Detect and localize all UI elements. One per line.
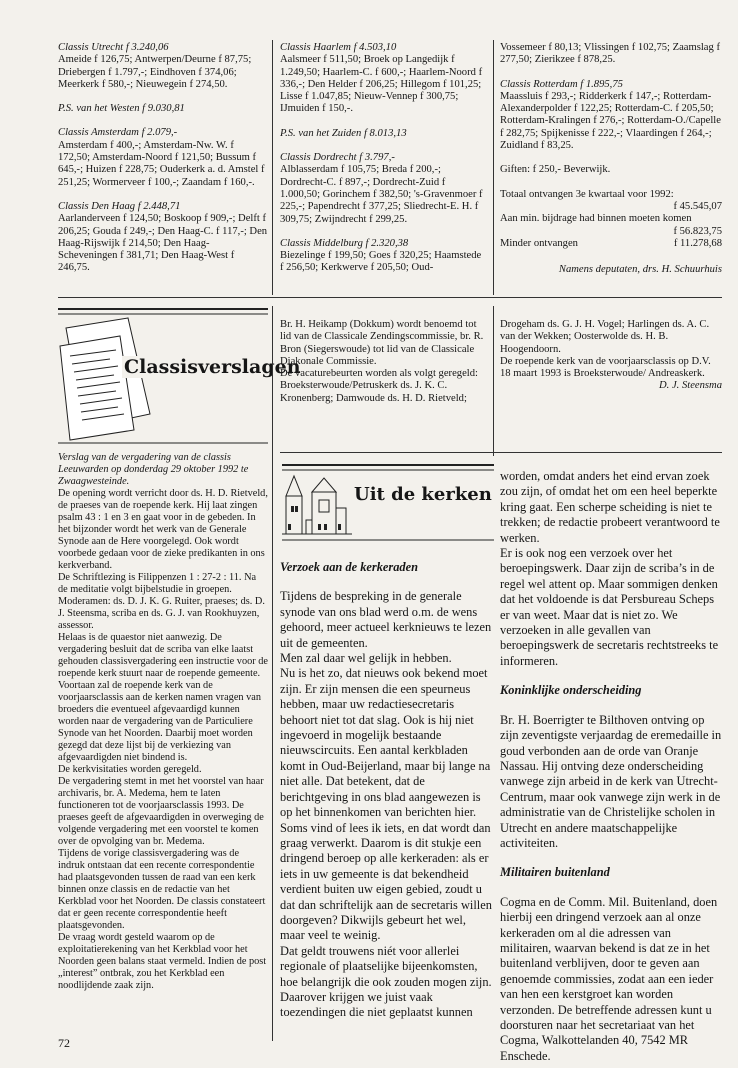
kerken-col3 (500, 469, 724, 1064)
text-paragraph: Drogeham ds. G. J. H. Vogel; Harlingen ds. A. C. van der Wekken; Oosterwolde ds. H. B. Hoogendoorn. (500, 319, 710, 355)
divider (272, 40, 273, 295)
text-line: Amsterdam f 400,-; Amsterdam-Nw. W. f 172,50; Amsterdam-Noord f 121,50; Bussum f 645,-; Huizen f 228,75; Ouderkerk a. d. Amstel f 251,25; Wormerveer f 100,-; Zaandam f 160,-. (58, 139, 265, 188)
uit-de-kerken-banner (282, 462, 494, 542)
text-paragraph: Br. H. Heikamp (Dokkum) wordt benoemd tot lid van de Classicale Zendingscommissie, br. R. Bron (Siegerswoude) tot lid van de Classicale Diakonale Commissie. (280, 319, 484, 367)
verslag-paragraph: Helaas is de quaestor niet aanwezig. De vergadering besluit dat de scriba van elke laatst gehouden classisvergadering een instructie voor de roepende kerk stuurt naar de roepende gemeente. (58, 632, 268, 679)
totals-line2: Aan min. bijdrage had binnen moeten komen (500, 213, 692, 225)
totals-row3 (500, 238, 722, 250)
totals-amount3: f 11.278,68 (673, 237, 722, 249)
text-line: P.S. van het Westen f 9.030,81 (58, 103, 185, 115)
text-paragraph: Er is ook nog een verzoek over het beroepingswerk. Daar zijn de scriba’s in de regel wel attent op. Maar sommigen denken dat het voldoende is dat Persbureau Scheps er van weet. Maar dat is niet zo. We verzoeken in alle gevallen van beroepingswerk de secretaris rechtstreeks te informeren. (500, 546, 719, 668)
classisverslagen-banner (58, 306, 301, 446)
divider (493, 40, 494, 295)
totals-amount1: f 45.545,07 (673, 200, 722, 212)
verslag-paragraph: De vraag wordt gesteld waarom op de exploitatierekening van het Kerkblad voor het Noorden geen balans staat vermeld. Indien de post „interest” ontbrak, zou het Kerkblad een noodlijdende zaak zijn. (58, 932, 267, 991)
page-number: 72 (58, 1036, 70, 1050)
totals-amount2: f 56.823,75 (673, 225, 722, 237)
text-line: Aarlanderveen f 124,50; Boskoop f 909,-; Delft f 206,25; Gouda f 249,-; Den Haag-C. f 117,-; Den Haag-Rijswijk f 214,50; Den Haag-Scheveningen f 381,71; Den Haag-West f 246,75. (58, 213, 268, 274)
text-line: Classis Dordrecht f 3.797,- (280, 152, 395, 164)
section-heading: Verzoek aan de kerkeraden (280, 560, 419, 574)
text-line: Classis Haarlem f 4.503,10 (280, 42, 397, 53)
signature: D. J. Steensma (659, 380, 722, 392)
text-line: Vossemeer f 80,13; Vlissingen f 102,75; Zaamslag f 277,50; Zierikzee f 878,25. (500, 42, 720, 66)
text-line: Classis Middelburg f 2.320,38 (280, 237, 409, 249)
text-line: Classis Amsterdam f 2.079,- (58, 127, 178, 139)
totals-line1: Totaal ontvangen 3e kwartaal voor 1992: (500, 188, 674, 200)
text-paragraph: Cogma en de Comm. Mil. Buitenland, doen hierbij een dringend verzoek aan al onze kerkeraden om al die adressen van militairen, waarvan bekend is dat ze in het buitenland verblijven, door te geven aan genoemde commissies, zodat aan een ieder van hen een kerstgroet kan worden verzonden. De betreffende adressen kunt u doorsturen naar het secretariaat van het Cogma, Walkottelanden 40, 7542 MR Enschede. (500, 894, 718, 1063)
text-line: Ameide f 126,75; Antwerpen/Deurne f 87,75; Driebergen f 1.797,-; Eindhoven f 374,06; Meerkerk f 580,-; Nieuwegein f 274,50. (58, 54, 252, 90)
col3-mid (500, 319, 722, 393)
text-paragraph: Men zal daar wel gelijk in hebben. (280, 651, 452, 666)
col2-mid (280, 319, 485, 405)
text-line: Classis Utrecht f 3.240,06 (58, 42, 169, 53)
text-paragraph: Tijdens de bespreking in de generale synode van ons blad werd o.m. de wens gehoord, meer actueel kerknieuws te lezen uit de gemeenten. (280, 589, 492, 650)
text-line: Biezelinge f 199,50; Goes f 320,25; Haamstede f 256,50; Kerkwerve f 205,50; Oud- (280, 250, 482, 274)
divider (280, 452, 722, 453)
verslag-paragraph: De opening wordt verricht door ds. H. D. Rietveld, de praeses van de roepende kerk. Hij laat zingen psalm 43 : 1 en 3 en gaat voor in de gebeden. In het bijzonder wordt het werk van de Generale Synode aan de Here voorgelegd. Ook wordt voorbede gedaan voor de zieke predikanten in ons kerkverband. (58, 488, 268, 571)
verslag-paragraph: De Schriftlezing is Filippenzen 1 : 27-2 : 11. Na de meditatie volgt bijbelstudie in groepen. (58, 572, 257, 595)
kerken-col2 (280, 560, 492, 1021)
divider (493, 306, 494, 456)
text-line: Maassluis f 293,-; Ridderkerk f 147,-; Rotterdam-Alexanderpolder f 122,25; Rotterdam-C. f 205,50; Rotterdam-Kralingen f 276,-; Rotterdam-O./Capelle f 282,75; Spijkenisse f 222,-; Vlaardingen f 264,-; Zuidland f 83,25. (500, 90, 721, 152)
verslag-paragraph: Voortaan zal de roepende kerk van de voorjaarsclassis aan de kerken namen vragen van broeders die eventueel afgevaardigd kunnen worden naar de vergadering van de Particuliere Synode van het Noorden. Daarbij moet worden gezegd dat deze lijst bij de verkiezing van afgevaardigden niet bindend is. (58, 680, 261, 763)
text-line: P.S. van het Zuiden f 8.013,13 (280, 127, 407, 139)
text-line: Classis Den Haag f 2.448,71 (58, 200, 181, 212)
verslag-intro: Verslag van de vergadering van de classis Leeuwarden op donderdag 29 oktober 1992 te Zwaagwesteinde. (58, 452, 249, 487)
col1-top (58, 42, 268, 275)
verslag-paragraph: De vergadering stemt in met het voorstel van haar archivaris, br. A. Medema, hem te laten functioneren tot de voorjaarsclassis 1993. De praeses geeft de afgevaardigden in overweging de volgende vergadering met een voorstel te komen over de opvolging van br. Medema. (58, 776, 264, 847)
section-heading: Militairen buitenland (500, 865, 610, 880)
text-paragraph: Dat geldt trouwens niét voor allerlei regionale of plaatselijke bijeenkomsten, hoe belangrijk die ook zouden mogen zijn. Daarover krijgen we juist vaak toezendingen die niet geplaatst kunnen (280, 943, 492, 1020)
col2-top (280, 42, 485, 275)
text-paragraph: Br. H. Boerrigter te Bilthoven ontving op zijn zeventigste verjaardag de eremedaille in goud verbonden aan de orde van Oranje Nassau. Hij ontving deze onderscheiding vanwege zijn arbeid in de kerk van Utrecht-Centrum, maar ook vanwege zijn werk in de administratie van de Christelijke scholen in Utrecht en andere maatschappelijke activiteiten. (500, 712, 722, 850)
text-line: Aalsmeer f 511,50; Broek op Langedijk f 1.249,50; Haarlem-C. f 600,-; Haarlem-Noord f 336,-; Den Helder f 206,25; Hillegom f 101,25; Lisse f 1.047,85; Nieuw-Vennep f 300,75; IJmuiden f 150,-. (280, 54, 483, 115)
verslag-column (58, 452, 268, 992)
text-paragraph: De roepende kerk van de voorjaarsclassis op D.V. 18 maart 1993 is Broeksterwoude/ Andreaskerk. (500, 355, 711, 380)
verslag-paragraph: Tijdens de vorige classisvergadering was de indruk ontstaan dat een recente correspondentie had plaatsgevonden tussen de raad van een kerk binnen onze classis en de redactie van het Kerkblad voor het Noorden. De classis constateert dat er geen recente correspondentie heeft plaatsgevonden. (58, 848, 266, 931)
uit-de-kerken-title: Uit de kerken (354, 484, 492, 505)
totals-line3: Minder ontvangen (500, 237, 578, 249)
text-paragraph: De vacaturebeurten worden als volgt geregeld: Broeksterwoude/Petruskerk ds. J. K. C. Kronenberg; Damwoude ds. H. D. Rietveld; (280, 368, 478, 404)
divider (272, 306, 273, 1041)
text-line: Giften: f 250,- Beverwijk. (500, 164, 611, 176)
text-paragraph: worden, omdat anders het eind ervan zoek zou zijn, of omdat het om een heel beperkte kring gaat. Een scherpe scheiding is niet te trekken; de redactie probeert verantwoord te werken. (500, 469, 720, 545)
signature: Namens deputaten, drs. H. Schuurhuis (558, 264, 722, 276)
section-heading: Koninklijke onderscheiding (500, 683, 642, 698)
classisverslagen-title: Classisverslagen (124, 356, 301, 378)
text-line: Classis Rotterdam f 1.895,75 (500, 78, 623, 90)
divider (58, 297, 722, 298)
text-line: Alblasserdam f 105,75; Breda f 200,-; Dordrecht-C. f 897,-; Dordrecht-Zuid f 1.000,50; Gorinchem f 382,50; 's-Gravenmoer f 225,-; Papendrecht f 377,25; Sliedrecht-E. H. f 309,75; Zwijndrecht f 299,25. (280, 164, 483, 225)
verslag-paragraph: De kerkvisitaties worden geregeld. (58, 764, 202, 775)
text-paragraph: Nu is het zo, dat nieuws ook bekend moet zijn. Er zijn mensen die een speurneus hebben, maar uw redactiesecretaris behoort niet tot dat slag. Ook is hij niet ingevoerd in mogelijk bestaande nieuwscircuits. Een aantal kerkbladen komt in Oud-Beijerland, maar bij lange na niet alle. Dat betekent, dat de berichtgeving in ons blad aangewezen is op het binnenkomen van berichten hier. Soms vind of lees ik iets, en dat wordt dan graag verwerkt. Daarom is dit stukje een dringend beroep op alle kerkeraden: als er iets in uw gemeente is dat bekendheid verdient buiten uw eigen gebied, zoudt u dat dan schriftelijk aan de secretaris willen doorgeven? Dikwijls gebeurt het wel, maar veel te weinig. (280, 666, 492, 943)
col3-top (500, 42, 722, 276)
verslag-paragraph: Moderamen: ds. D. J. K. G. Ruiter, praeses; ds. D. J. Steensma, scriba en ds. G. J. van Rookhuyzen, assessor. (58, 596, 265, 631)
